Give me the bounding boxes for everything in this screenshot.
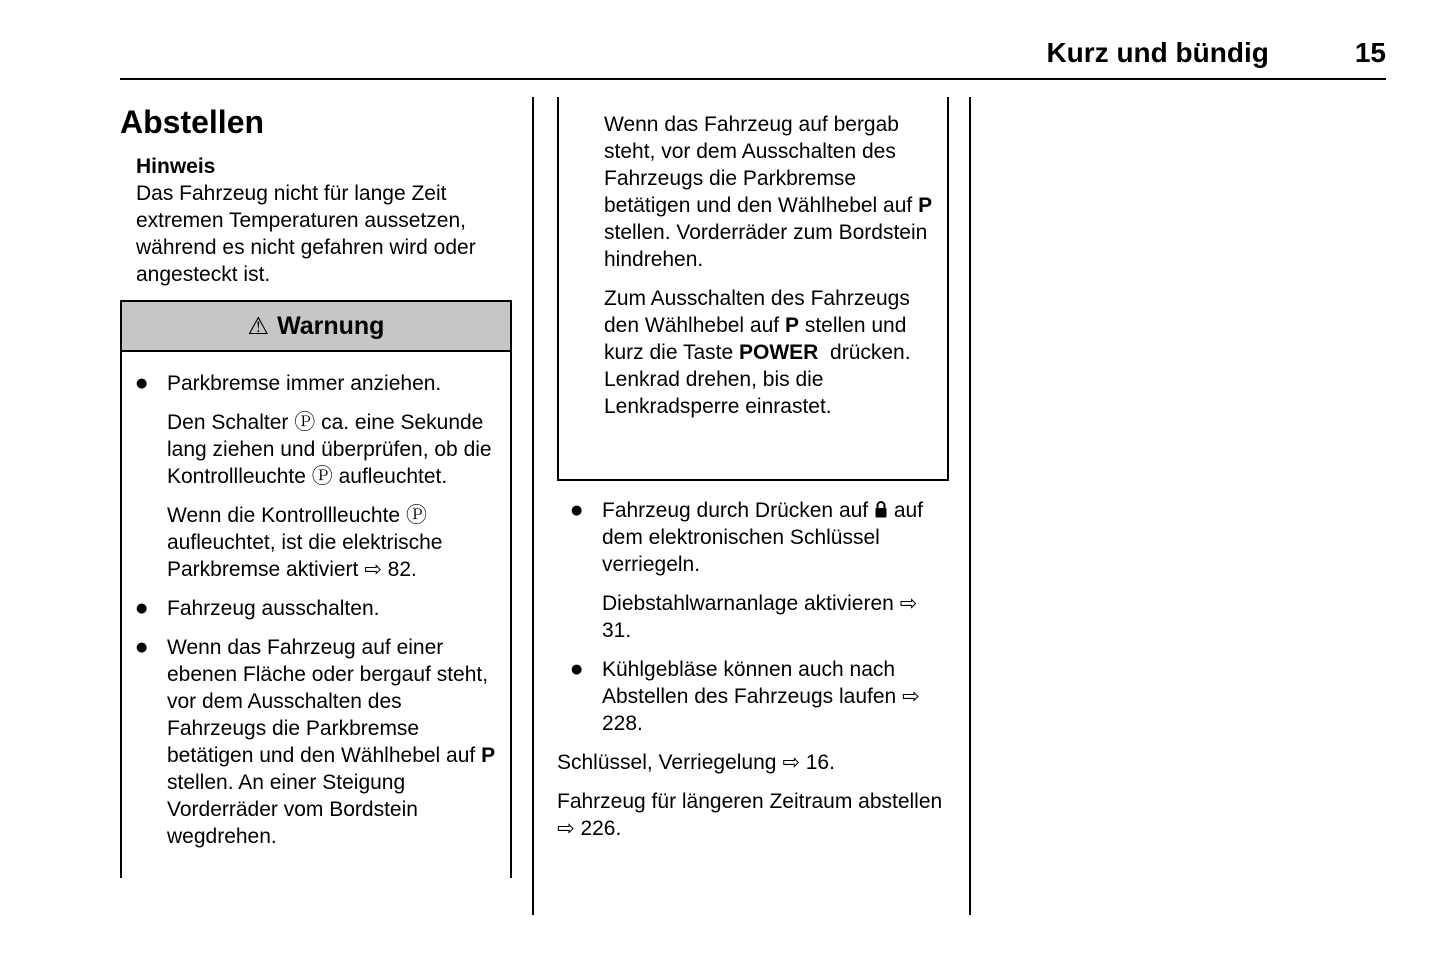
warning-body-continued xyxy=(559,111,947,420)
text: Schlüssel, Verriegelung ⇨ 16. xyxy=(557,750,835,774)
ref-arrow-icon: ⇨ xyxy=(557,816,575,840)
ref-arrow-icon: ⇨ xyxy=(902,684,920,708)
text: Wenn das Fahrzeug auf bergab steht, vor dem Ausschalten des Fahrzeugs die Parkbremse betätigen und den Wählhebel auf P stellen. Vorderräder zum Bordstein hindrehen. xyxy=(604,113,933,271)
note-paragraph: Das Fahrzeug nicht für lange Zeit extremen Temperaturen aussetzen, während es nicht gefahren wird oder angesteckt ist. xyxy=(136,182,476,286)
parking-brake-icon: Ⓟ xyxy=(405,503,427,527)
middle-column xyxy=(557,97,949,854)
text: Wenn das Fahrzeug auf einer ebenen Fläche oder bergauf steht, vor dem Ausschalten des Fahrzeugs die Parkbremse betätigen und den Wählhebel auf P stellen. An einer Steigung Vorderräder vom Bordstein wegdrehen. xyxy=(167,636,496,848)
warning-header xyxy=(122,302,510,352)
list-item xyxy=(122,634,496,850)
list-paragraph xyxy=(557,590,943,644)
list-item xyxy=(557,497,943,578)
note-label: Hinweis xyxy=(136,155,216,178)
text: Den Schalter Ⓟ ca. eine Sekunde lang ziehen und überprüfen, ob die Kontrollleuchte Ⓟ aufleuchtet. xyxy=(167,410,492,488)
warning-box-continued xyxy=(557,97,949,481)
ref-arrow-icon: ⇨ xyxy=(899,591,918,615)
bullet-list xyxy=(557,497,949,842)
warning-box xyxy=(120,300,512,878)
column-divider-left xyxy=(532,97,534,915)
bullet-icon: ● xyxy=(136,640,148,655)
warning-title: Warnung xyxy=(277,311,385,340)
text: Fahrzeug für längeren Zeitraum abstellen ⇨ 226. xyxy=(557,790,943,840)
ref-arrow-icon: ⇨ xyxy=(364,557,382,581)
list-item xyxy=(557,656,943,737)
list-paragraph xyxy=(557,749,943,776)
text: Zum Ausschalten des Fahrzeugs den Wählhebel auf P stellen und kurz die Taste POWER drücken. Lenkrad drehen, bis die Lenkradsperre einrastet. xyxy=(604,287,911,418)
text: Wenn die Kontrollleuchte Ⓟ aufleuchtet, ist die elektrische Parkbremse aktiviert ⇨ 82. xyxy=(167,503,443,581)
bullet-icon: ● xyxy=(571,503,583,518)
list-item xyxy=(122,370,496,397)
ref-arrow-icon: ⇨ xyxy=(782,750,800,774)
text: Parkbremse immer anziehen. xyxy=(167,372,442,395)
list-paragraph xyxy=(559,285,933,420)
text: Diebstahlwarnanlage aktivieren ⇨ 31. xyxy=(602,591,918,642)
list-paragraph xyxy=(559,111,933,273)
list-paragraph xyxy=(557,788,943,842)
left-column xyxy=(120,95,512,878)
chapter-title: Kurz und bündig xyxy=(1046,37,1269,68)
text: Fahrzeug ausschalten. xyxy=(167,597,380,620)
warning-body xyxy=(122,352,510,850)
bullet-icon: ● xyxy=(136,601,148,616)
parking-brake-icon: Ⓟ xyxy=(311,464,333,488)
bullet-icon: ● xyxy=(136,376,148,391)
text: Fahrzeug durch Drücken auf auf dem elektronischen Schlüssel verriegeln. xyxy=(602,499,924,576)
text: Kühlgebläse können auch nach Abstellen des Fahrzeugs laufen ⇨ 228. xyxy=(602,658,920,735)
page-number: 15 xyxy=(1354,37,1386,68)
page-header xyxy=(120,0,1386,80)
warning-triangle-icon: ⚠ xyxy=(247,312,270,340)
list-paragraph xyxy=(122,502,496,583)
column-divider-right xyxy=(969,97,971,915)
bullet-icon: ● xyxy=(571,662,583,677)
parking-brake-icon: Ⓟ xyxy=(294,410,316,434)
list-paragraph xyxy=(122,409,496,490)
list-item xyxy=(122,595,496,622)
section-heading: Abstellen xyxy=(120,104,265,140)
lock-icon xyxy=(874,499,888,522)
